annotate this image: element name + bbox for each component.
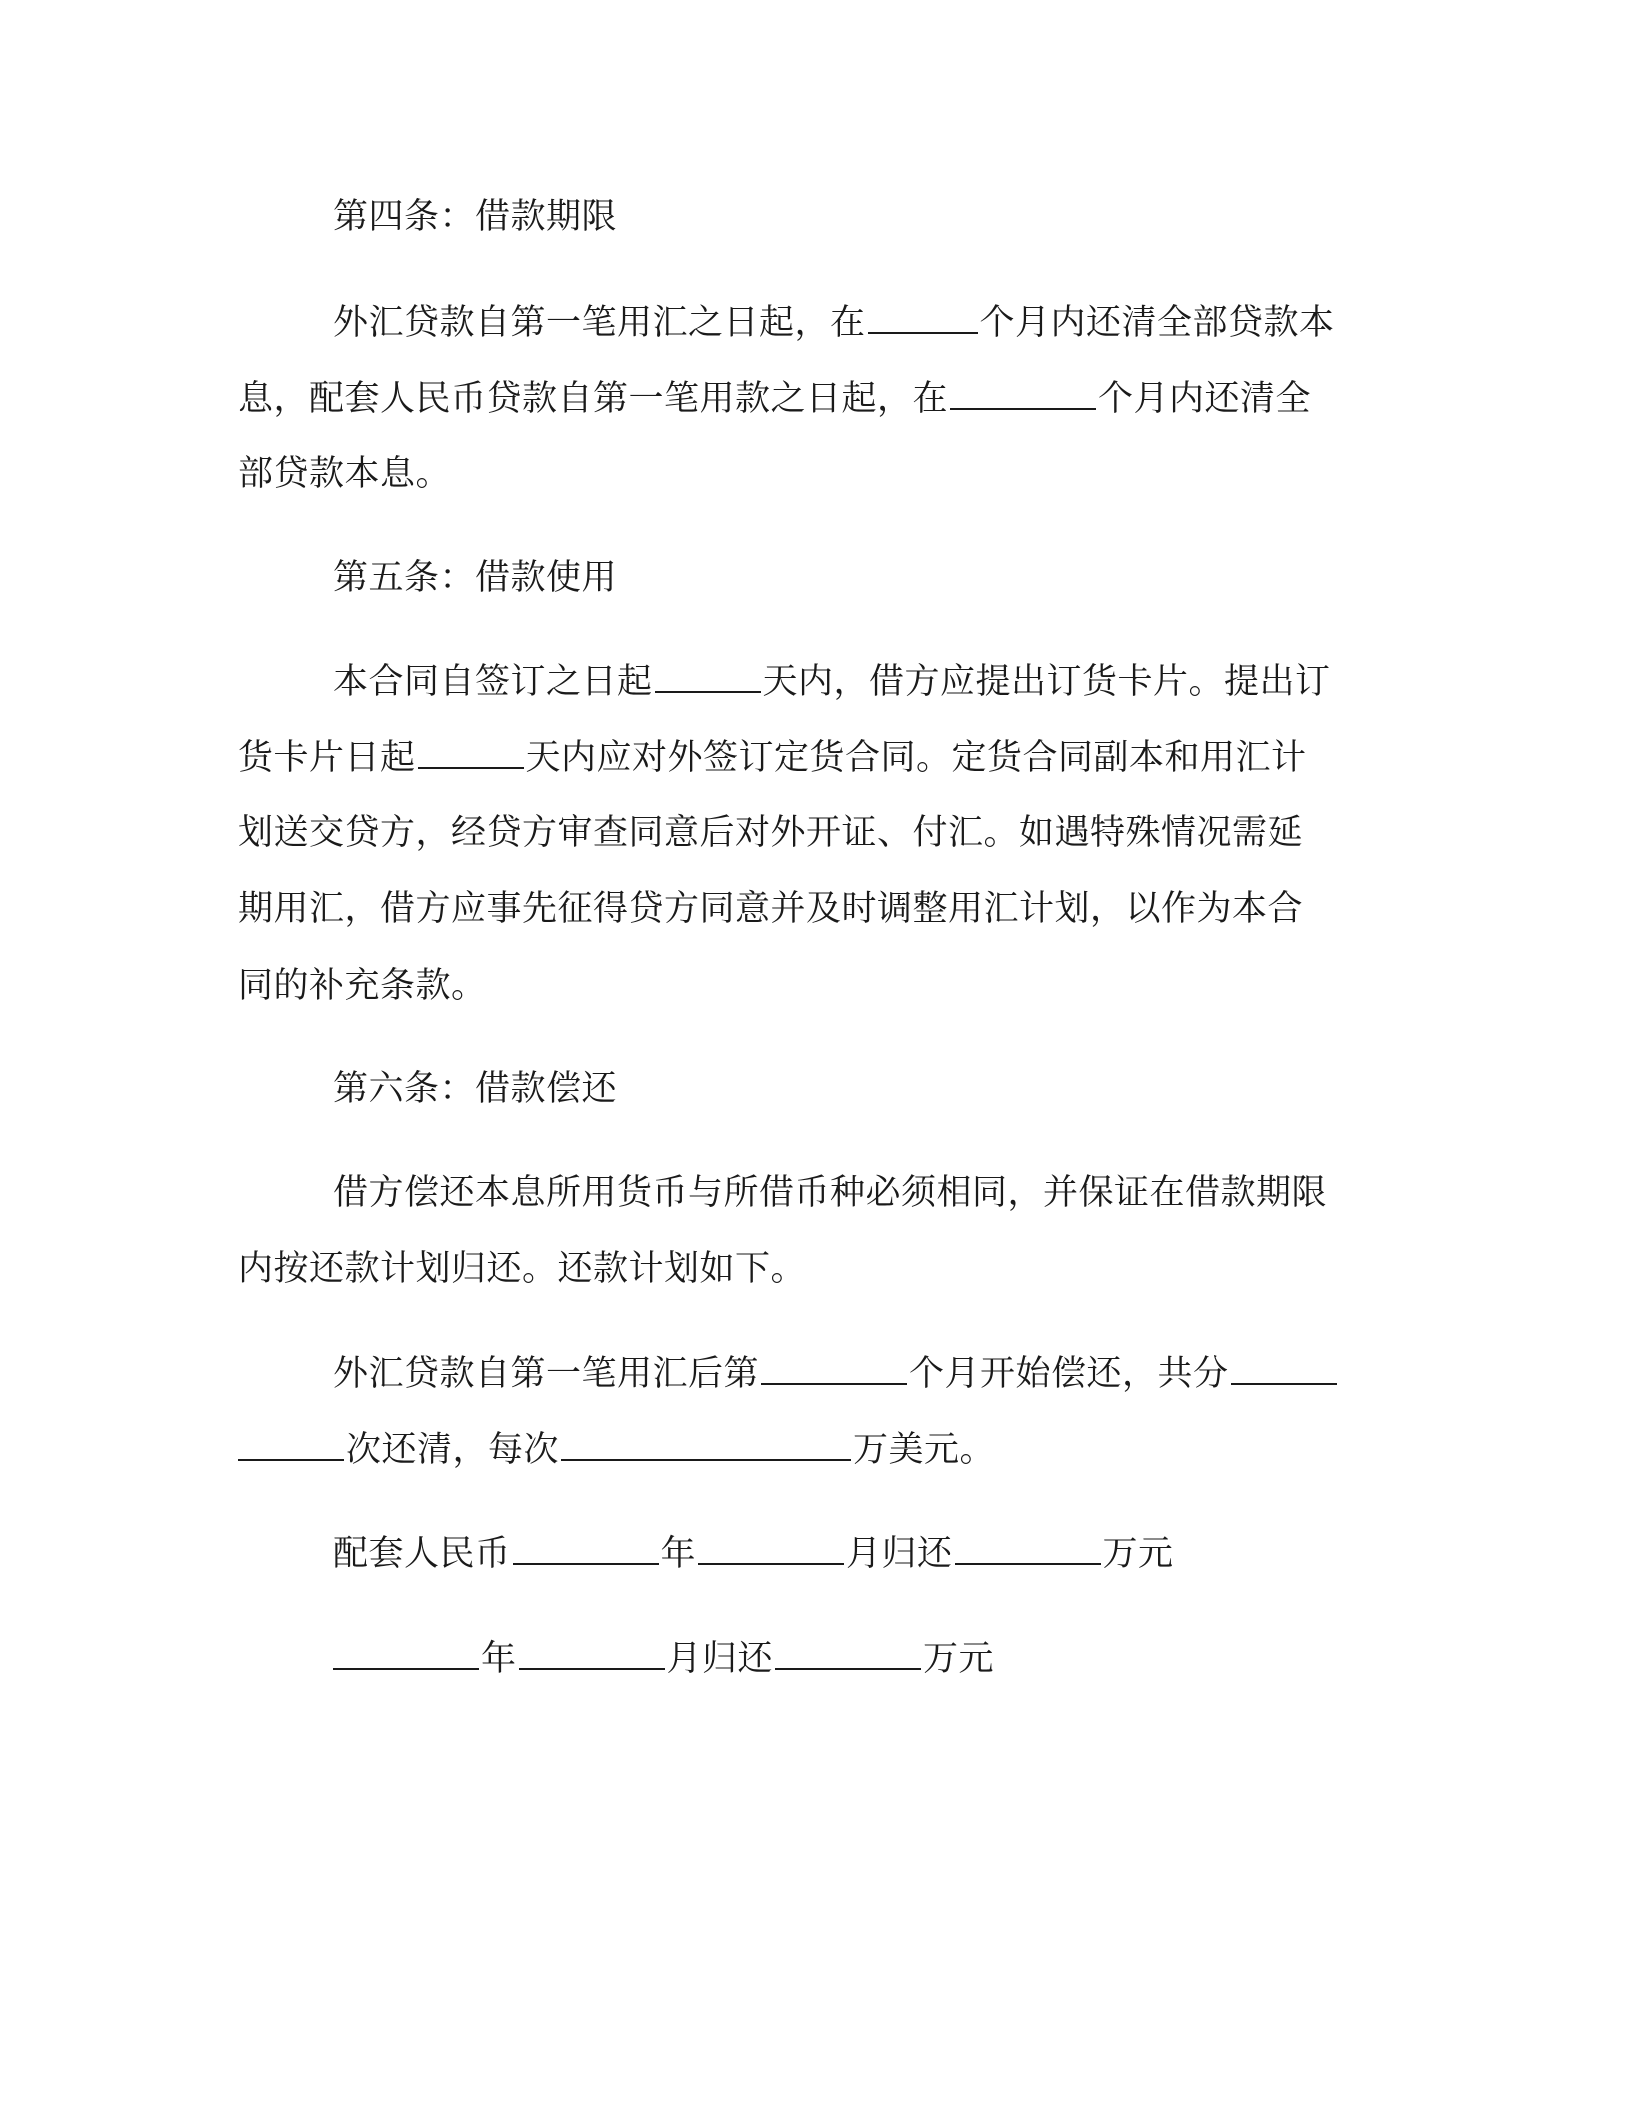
article-6-rmb-schedule-line-1: 配套人民币 年 月归还 万元 [333,1529,1174,1578]
fill-blank[interactable] [1231,1349,1337,1385]
fill-blank[interactable] [868,298,978,334]
fill-blank[interactable] [513,1529,659,1565]
fill-blank[interactable] [655,657,761,693]
article-5-line-3: 划送交贷方，经贷方审查同意后对外开证、付汇。如遇特殊情况需延 [238,813,1304,853]
fill-blank[interactable] [418,733,524,769]
fill-blank[interactable] [761,1349,907,1385]
article-4-paragraph-line-3: 部贷款本息。 [238,454,452,494]
article-6-paragraph-1-line-2: 内按还款计划归还。还款计划如下。 [238,1249,807,1289]
article-6-rmb-schedule-line-2: 年 月归还 万元 [333,1634,994,1683]
fill-blank[interactable] [775,1634,921,1670]
fill-blank[interactable] [561,1425,851,1461]
article-5-line-2: 货卡片日起 天内应对外签订定货合同。定货合同副本和用汇计 [238,733,1307,782]
fill-blank[interactable] [519,1634,665,1670]
article-5-line-4: 期用汇，借方应事先征得贷方同意并及时调整用汇计划，以作为本合 [238,889,1304,929]
article-5-heading: 第五条：借款使用 [333,558,618,598]
article-4-heading: 第四条：借款期限 [333,197,618,237]
article-5-line-1: 本合同自签订之日起 天内，借方应提出订货卡片。提出订 [333,657,1331,706]
fill-blank[interactable] [238,1425,344,1461]
article-4-paragraph-line-1: 外汇贷款自第一笔用汇之日起，在 个月内还清全部贷款本 [333,298,1335,347]
fill-blank[interactable] [698,1529,844,1565]
fill-blank[interactable] [955,1529,1101,1565]
article-6-paragraph-2-line-2: 次还清，每次 万美元。 [238,1425,995,1474]
fill-blank[interactable] [950,374,1096,410]
article-6-heading: 第六条：借款偿还 [333,1069,618,1109]
article-6-paragraph-1-line-1: 借方偿还本息所用货币与所借币种必须相同，并保证在借款期限 [333,1173,1328,1213]
article-4-paragraph-line-2: 息，配套人民币贷款自第一笔用款之日起，在 个月内还清全 [238,374,1311,423]
article-5-line-5: 同的补充条款。 [238,966,487,1006]
fill-blank[interactable] [333,1634,479,1670]
article-6-paragraph-2-line-1: 外汇贷款自第一笔用汇后第 个月开始偿还，共分 [333,1349,1339,1398]
